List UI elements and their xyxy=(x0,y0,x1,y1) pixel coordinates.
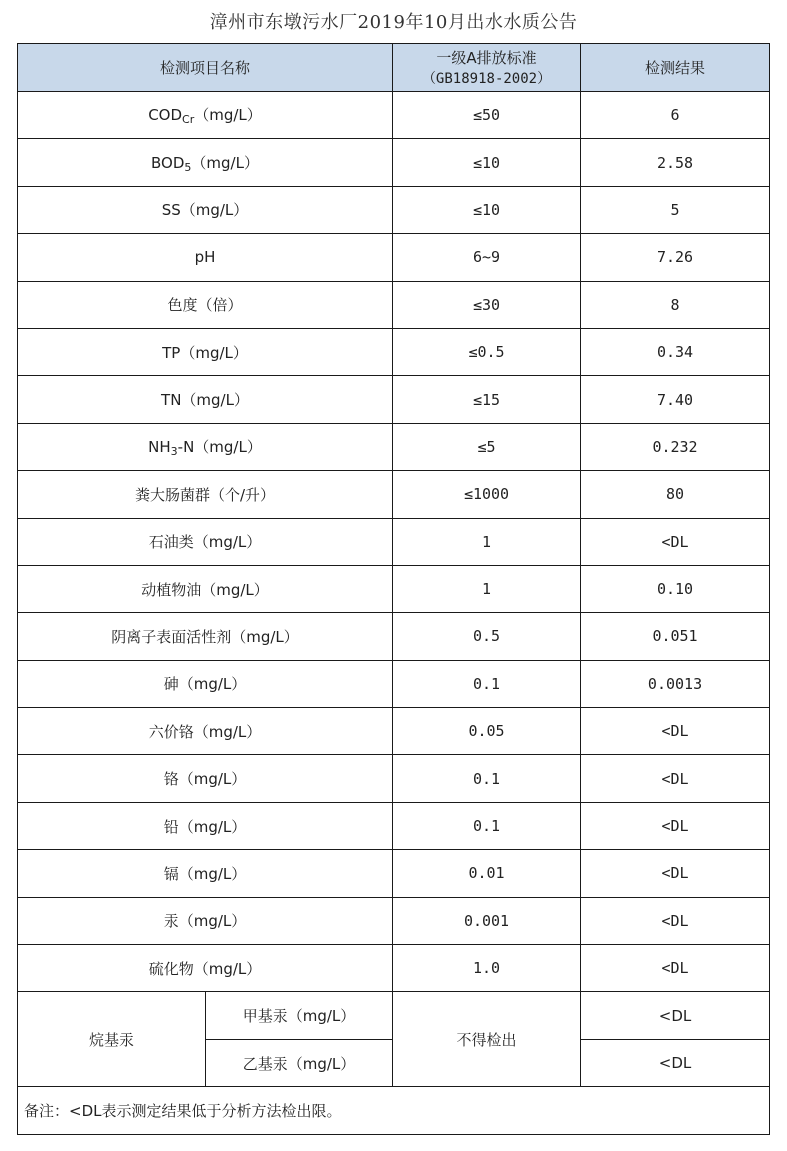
standard-value: 0.1 xyxy=(393,802,581,849)
item-name-main: pH xyxy=(194,248,216,267)
result-value: <DL xyxy=(581,708,770,755)
result-value: 0.34 xyxy=(581,328,770,375)
item-name-main: 铬（mg/L） xyxy=(163,770,247,789)
standard-value: ≤15 xyxy=(393,376,581,423)
standard-value: 0.01 xyxy=(393,850,581,897)
item-name xyxy=(18,660,393,707)
item-name-main: 六价铬（mg/L） xyxy=(148,722,262,741)
table-row xyxy=(18,186,770,233)
item-name xyxy=(18,281,393,328)
item-name-main: TN（mg/L） xyxy=(161,391,249,410)
table-row xyxy=(18,92,770,139)
result-value: <DL xyxy=(581,755,770,802)
header-item: 检测项目名称 xyxy=(18,44,393,92)
item-name-unit: -N（mg/L） xyxy=(177,437,262,456)
item-name-main: NH xyxy=(148,437,171,456)
table-row xyxy=(18,234,770,281)
table-row xyxy=(18,376,770,423)
table-row xyxy=(18,945,770,992)
item-name xyxy=(18,565,393,612)
item-name-subscript: 5 xyxy=(184,160,192,174)
item-name xyxy=(18,708,393,755)
methyl-mercury-result: <DL xyxy=(581,992,770,1039)
ethyl-mercury-label: 乙基汞（mg/L） xyxy=(206,1039,393,1086)
standard-value: 0.001 xyxy=(393,897,581,944)
table-row xyxy=(18,328,770,375)
table-row xyxy=(18,992,770,1039)
result-value: 7.26 xyxy=(581,234,770,281)
table-row xyxy=(18,423,770,470)
item-name xyxy=(18,186,393,233)
item-name-subscript: Cr xyxy=(182,113,195,127)
standard-value: ≤50 xyxy=(393,92,581,139)
standard-value: ≤30 xyxy=(393,281,581,328)
item-name-unit: （mg/L） xyxy=(191,153,259,172)
item-name xyxy=(18,518,393,565)
result-value: <DL xyxy=(581,850,770,897)
item-name-main: 汞（mg/L） xyxy=(163,912,247,931)
item-name xyxy=(18,139,393,186)
table-header-row xyxy=(18,44,770,92)
table-row xyxy=(18,897,770,944)
item-name-main: 砷（mg/L） xyxy=(163,675,247,694)
standard-value: 0.5 xyxy=(393,613,581,660)
item-name xyxy=(18,234,393,281)
result-value: 5 xyxy=(581,186,770,233)
standard-value: 1.0 xyxy=(393,945,581,992)
item-name xyxy=(18,945,393,992)
standard-value: 1 xyxy=(393,518,581,565)
note-text: 备注：<DL表示测定结果低于分析方法检出限。 xyxy=(18,1087,770,1134)
table-body xyxy=(18,92,770,992)
result-value: 8 xyxy=(581,281,770,328)
table-row xyxy=(18,660,770,707)
item-name-main: COD xyxy=(148,106,183,125)
standard-value: ≤10 xyxy=(393,186,581,233)
alkyl-mercury-standard: 不得检出 xyxy=(393,992,581,1087)
item-name-main: BOD xyxy=(151,153,185,172)
item-name-main: 硫化物（mg/L） xyxy=(148,959,262,978)
table-row xyxy=(18,755,770,802)
table-row xyxy=(18,708,770,755)
standard-value: 0.1 xyxy=(393,660,581,707)
standard-value: ≤1000 xyxy=(393,471,581,518)
table-row xyxy=(18,850,770,897)
item-name-main: TP（mg/L） xyxy=(162,343,248,362)
result-value: 6 xyxy=(581,92,770,139)
result-value: <DL xyxy=(581,897,770,944)
table-row xyxy=(18,802,770,849)
note-row xyxy=(18,1087,770,1134)
header-standard-line1: 一级A排放标准 xyxy=(436,49,537,67)
table-row xyxy=(18,565,770,612)
result-value: 0.051 xyxy=(581,613,770,660)
item-name xyxy=(18,376,393,423)
item-name xyxy=(18,92,393,139)
item-name-main: 镉（mg/L） xyxy=(163,864,247,883)
item-name xyxy=(18,850,393,897)
header-result: 检测结果 xyxy=(581,44,770,92)
result-value: 0.0013 xyxy=(581,660,770,707)
item-name-main: 动植物油（mg/L） xyxy=(141,580,269,599)
alkyl-mercury-label: 烷基汞 xyxy=(18,992,206,1087)
standard-value: 0.1 xyxy=(393,755,581,802)
item-name-main: 石油类（mg/L） xyxy=(148,533,262,552)
result-value: <DL xyxy=(581,518,770,565)
methyl-mercury-label: 甲基汞（mg/L） xyxy=(206,992,393,1039)
standard-value: ≤5 xyxy=(393,423,581,470)
page-title: 漳州市东墩污水厂2019年10月出水水质公告 xyxy=(209,12,578,33)
alkyl-mercury-group xyxy=(18,992,770,1134)
water-quality-table xyxy=(17,43,770,1135)
item-name-unit: （mg/L） xyxy=(194,106,262,125)
result-value: 2.58 xyxy=(581,139,770,186)
result-value: <DL xyxy=(581,802,770,849)
table-row xyxy=(18,518,770,565)
item-name xyxy=(18,328,393,375)
item-name-main: 色度（倍） xyxy=(167,296,243,315)
result-value: 80 xyxy=(581,471,770,518)
standard-value: 0.05 xyxy=(393,708,581,755)
item-name xyxy=(18,755,393,802)
result-value: 7.40 xyxy=(581,376,770,423)
result-value: 0.232 xyxy=(581,423,770,470)
item-name-subscript: 3 xyxy=(170,444,178,458)
result-value: <DL xyxy=(581,945,770,992)
item-name xyxy=(18,471,393,518)
result-value: 0.10 xyxy=(581,565,770,612)
standard-value: 1 xyxy=(393,565,581,612)
item-name-main: 阴离子表面活性剂（mg/L） xyxy=(111,627,299,646)
standard-value: 6~9 xyxy=(393,234,581,281)
header-standard-line2: （GB18918-2002） xyxy=(421,71,552,87)
item-name xyxy=(18,613,393,660)
item-name xyxy=(18,897,393,944)
standard-value: ≤10 xyxy=(393,139,581,186)
table-row xyxy=(18,471,770,518)
item-name-main: SS（mg/L） xyxy=(161,201,249,220)
ethyl-mercury-result: <DL xyxy=(581,1039,770,1086)
table-row xyxy=(18,139,770,186)
header-standard xyxy=(393,44,581,92)
item-name-main: 粪大肠菌群（个/升） xyxy=(134,485,276,504)
table-row xyxy=(18,281,770,328)
table-row xyxy=(18,613,770,660)
standard-value: ≤0.5 xyxy=(393,328,581,375)
item-name-main: 铅（mg/L） xyxy=(163,817,247,836)
item-name xyxy=(18,423,393,470)
item-name xyxy=(18,802,393,849)
